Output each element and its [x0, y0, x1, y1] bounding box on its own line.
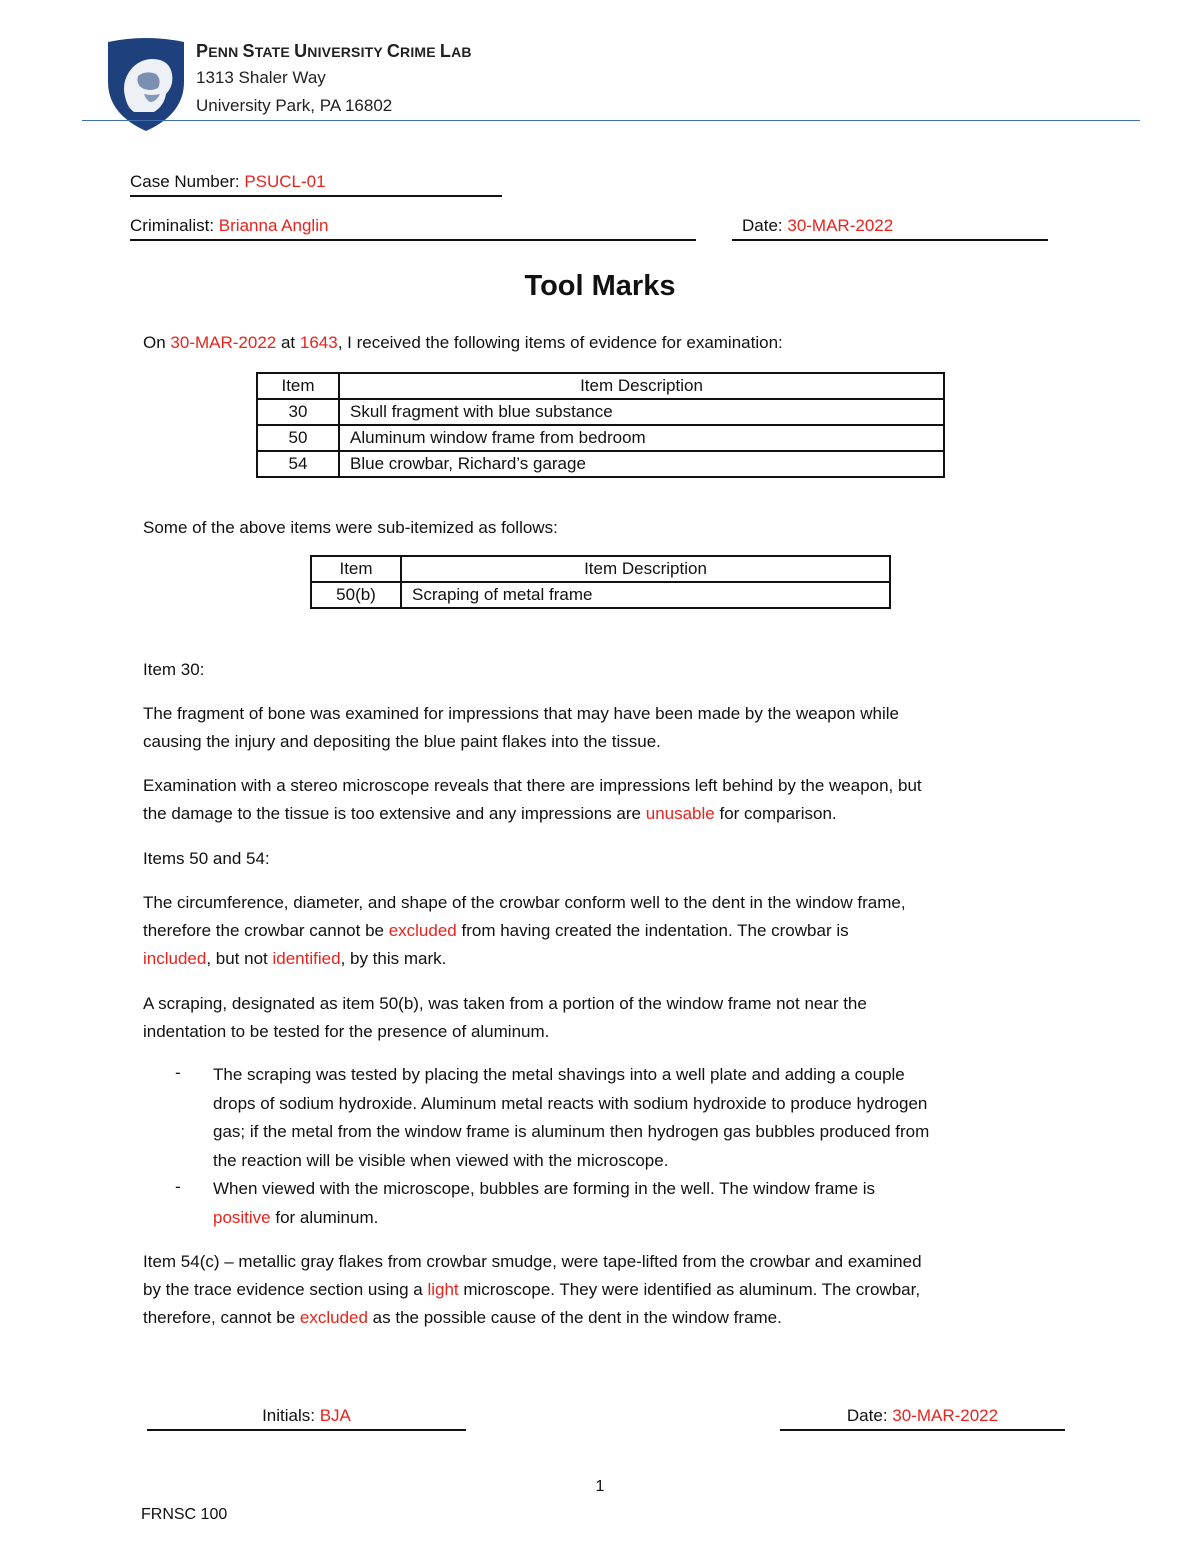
description-cell: Aluminum window frame from bedroom — [339, 425, 944, 451]
page-number: 1 — [595, 1478, 605, 1495]
text-line: therefore, cannot be excluded as the possible cause of the dent in the window frame. — [143, 1308, 782, 1327]
items5054-paragraph-1 — [143, 889, 1063, 973]
items5054-heading: Items 50 and 54: — [143, 849, 270, 868]
date-field: Date: 30-MAR-2022 — [732, 216, 1048, 241]
item54c-paragraph — [143, 1248, 1063, 1332]
table-row — [257, 451, 944, 477]
text-line: A scraping, designated as item 50(b), was taken from a portion of the window frame not near the — [143, 994, 867, 1013]
description-cell: Skull fragment with blue substance — [339, 399, 944, 425]
table-row — [257, 399, 944, 425]
table-header-cell: Item Description — [339, 373, 944, 399]
text-line: included, but not identified, by this mark. — [143, 949, 447, 968]
penn-state-shield-logo — [104, 36, 188, 132]
signoff-date-field: Date: 30-MAR-2022 — [780, 1406, 1065, 1431]
table-header-cell: Item — [257, 373, 339, 399]
items5054-paragraph-2 — [143, 990, 1063, 1046]
table-header-row — [257, 373, 944, 399]
text-line: causing the injury and depositing the blue paint flakes into the tissue. — [143, 732, 661, 751]
table-row — [257, 425, 944, 451]
text-line: by the trace evidence section using a light microscope. They were identified as aluminum. The crowbar, — [143, 1280, 921, 1299]
text-line: gas; if the metal from the window frame is aluminum then hydrogen gas bubbles produced from — [213, 1122, 930, 1141]
text-line: the damage to the tissue is too extensive and any impressions are unusable for comparison. — [143, 804, 837, 823]
bullet-dash: - — [175, 1177, 181, 1196]
text-line: The scraping was tested by placing the metal shavings into a well plate and adding a couple — [213, 1065, 905, 1084]
org-street: 1313 Shaler Way — [196, 68, 326, 87]
evidence-table — [256, 372, 945, 478]
text-line: Examination with a stereo microscope reveals that there are impressions left behind by the weapon, but — [143, 776, 922, 795]
text-line: When viewed with the microscope, bubbles are forming in the well. The window frame is — [213, 1179, 876, 1198]
org-name: PENN STATE UNIVERSITY CRIME LAB — [196, 41, 472, 61]
intro-paragraph: On 30-MAR-2022 at 1643, I received the following items of evidence for examination: — [143, 333, 783, 352]
text-line: the reaction will be visible when viewed with the microscope. — [213, 1150, 669, 1170]
item30-paragraph-2 — [143, 772, 1063, 828]
course-code: FRNSC 100 — [141, 1506, 228, 1523]
text-line: The fragment of bone was examined for impressions that may have been made by the weapon while — [143, 704, 899, 723]
table-header-cell: Item Description — [401, 556, 890, 582]
description-cell: Scraping of metal frame — [401, 582, 890, 608]
text-line: The circumference, diameter, and shape of the crowbar conform well to the dent in the window frame, — [143, 893, 906, 912]
item-cell: 50 — [257, 425, 339, 451]
bullet-item-2 — [213, 1175, 1073, 1232]
bullet-dash: - — [175, 1063, 181, 1082]
page-title: Tool Marks — [524, 270, 676, 302]
text-line: Item 54(c) – metallic gray flakes from crowbar smudge, were tape-lifted from the crowbar and examined — [143, 1252, 922, 1271]
criminalist-field: Criminalist: Brianna Anglin — [130, 216, 696, 241]
text-line: indentation to be tested for the presence of aluminum. — [143, 1022, 550, 1041]
text-line: drops of sodium hydroxide. Aluminum metal reacts with sodium hydroxide to produce hydrogen — [213, 1093, 928, 1113]
item-cell: 50(b) — [311, 582, 401, 608]
table-header-cell: Item — [311, 556, 401, 582]
header-divider — [82, 120, 1140, 121]
subitem-table — [310, 555, 891, 609]
description-cell: Blue crowbar, Richard’s garage — [339, 451, 944, 477]
case-number-field: Case Number: PSUCL-01 — [130, 172, 502, 197]
item30-heading: Item 30: — [143, 660, 205, 679]
table-row — [311, 582, 890, 608]
initials-field: Initials: BJA — [147, 1406, 466, 1431]
bullet-item-1 — [213, 1061, 1073, 1175]
text-line: therefore the crowbar cannot be excluded from having created the indentation. The crowbar is — [143, 921, 849, 940]
item30-paragraph-1 — [143, 700, 1063, 756]
item-cell: 30 — [257, 399, 339, 425]
item-cell: 54 — [257, 451, 339, 477]
text-line: positive for aluminum. — [213, 1207, 379, 1227]
subitem-intro: Some of the above items were sub-itemized as follows: — [143, 518, 558, 537]
table-header-row — [311, 556, 890, 582]
org-city: University Park, PA 16802 — [196, 96, 393, 115]
